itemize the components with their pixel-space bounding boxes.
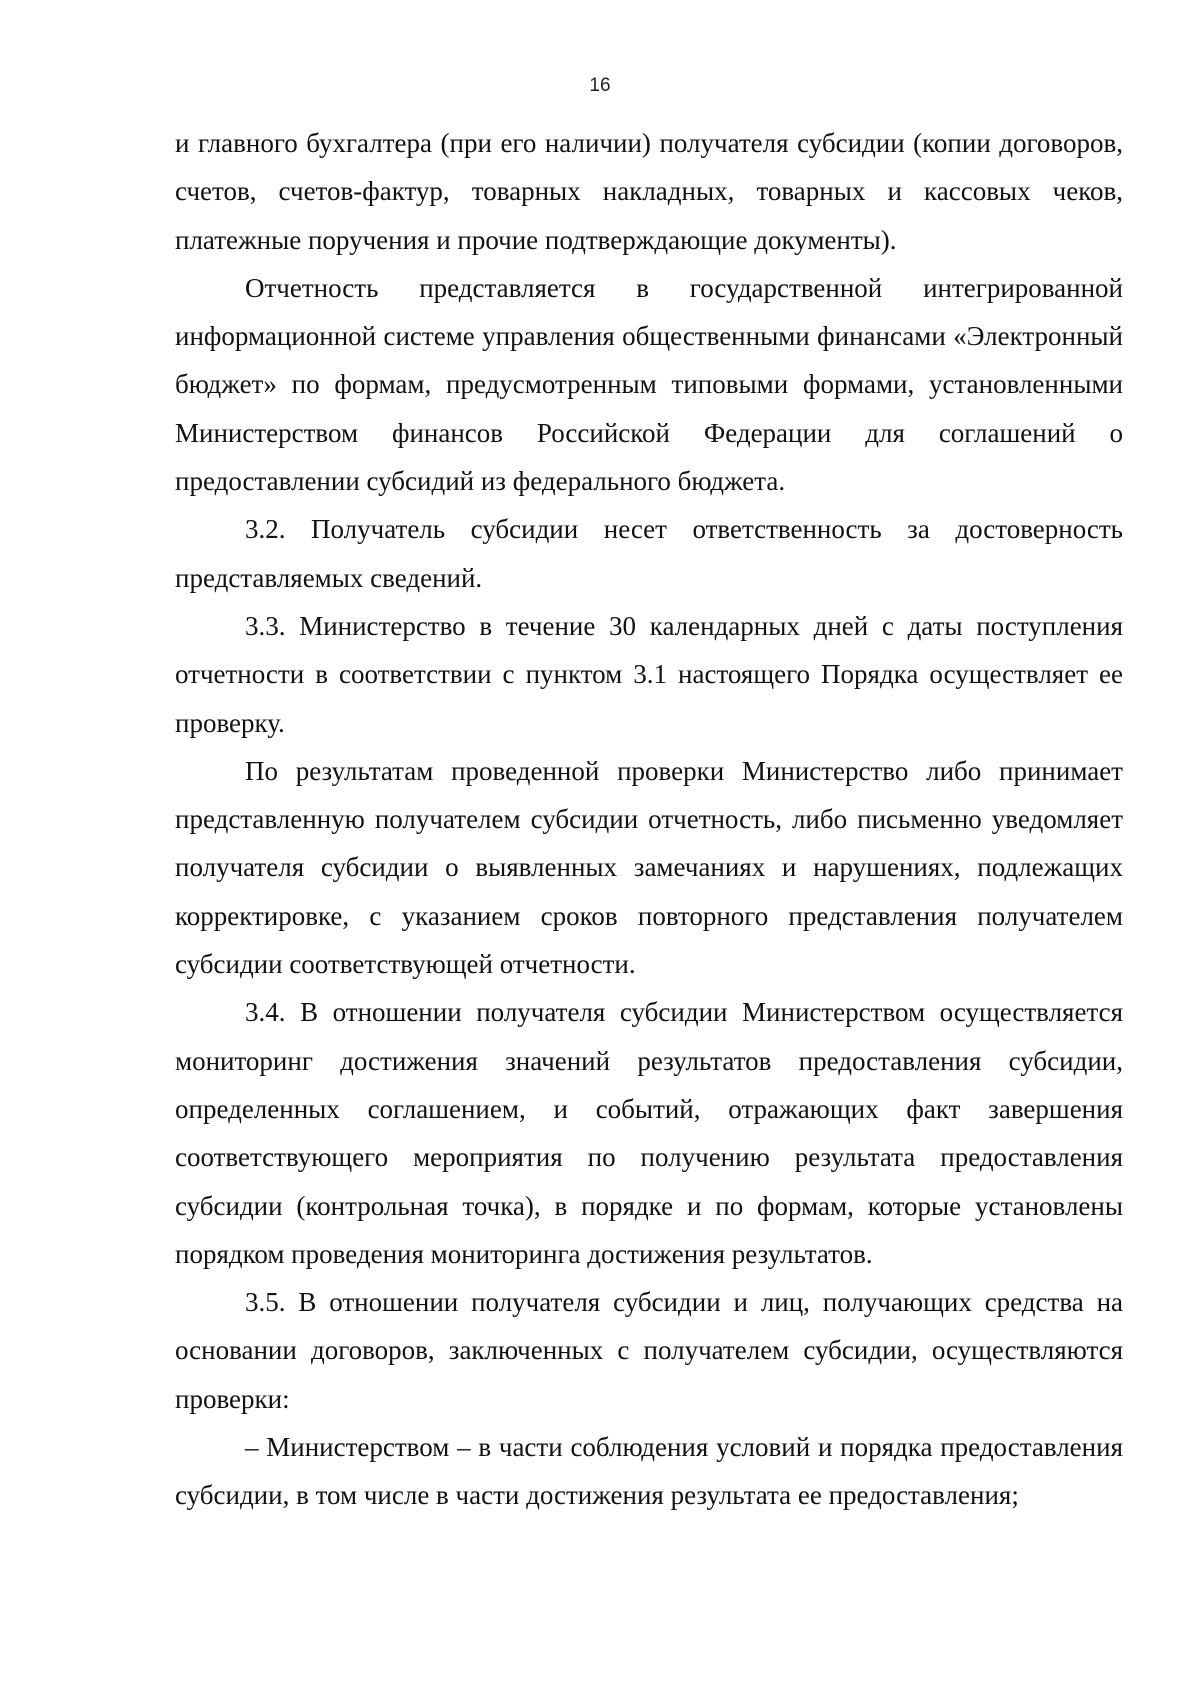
paragraph-reporting: Отчетность представляется в государственной интегрированной информационной системе управления общественными финансами «Электронный бюджет» по формам, предусмотренным типовыми формами, установленными Министерством финансов Российской Федерации для соглашений о предоставлении субсидий из федерального бюджета. bbox=[175, 272, 1123, 497]
page-number: 16 bbox=[589, 75, 611, 96]
document-body bbox=[175, 119, 1123, 1520]
paragraph-3-4: 3.4. В отношении получателя субсидии Министерством осуществляется мониторинг достижения значений результатов предоставления субсидии, определенных соглашением, и событий, отражающих факт завершения соответствующего мероприятия по получению результата предоставления субсидии (контрольная точка), в порядке и по формам, которые установлены порядком проведения мониторинга достижения результатов. bbox=[175, 997, 1123, 1269]
paragraph-check-results: По результатам проведенной проверки Министерство либо принимает представленную получателем субсидии отчетность, либо письменно уведомляет получателя субсидии о выявленных замечаниях и нарушениях, подлежащих корректировке, с указанием сроков повторного представления получателем субсидии соответствующей отчетности. bbox=[175, 755, 1123, 980]
paragraph-continuation: и главного бухгалтера (при его наличии) получателя субсидии (копии договоров, счетов, счетов-фактур, товарных накладных, товарных и кассовых чеков, платежные поручения и прочие подтверждающие документы). bbox=[175, 128, 1123, 255]
paragraph-3-3: 3.3. Министерство в течение 30 календарных дней с даты поступления отчетности в соответствии с пунктом 3.1 настоящего Порядка осуществляет ее проверку. bbox=[175, 610, 1123, 738]
paragraph-3-2: 3.2. Получатель субсидии несет ответственность за достоверность представляемых сведений. bbox=[175, 514, 1123, 593]
paragraph-ministry-check: – Министерством – в части соблюдения условий и порядка предоставления субсидии, в том числе в части достижения результата ее предоставления; bbox=[175, 1432, 1123, 1511]
paragraph-3-5: 3.5. В отношении получателя субсидии и лиц, получающих средства на основании договоров, заключенных с получателем субсидии, осуществляются проверки: bbox=[175, 1287, 1123, 1414]
